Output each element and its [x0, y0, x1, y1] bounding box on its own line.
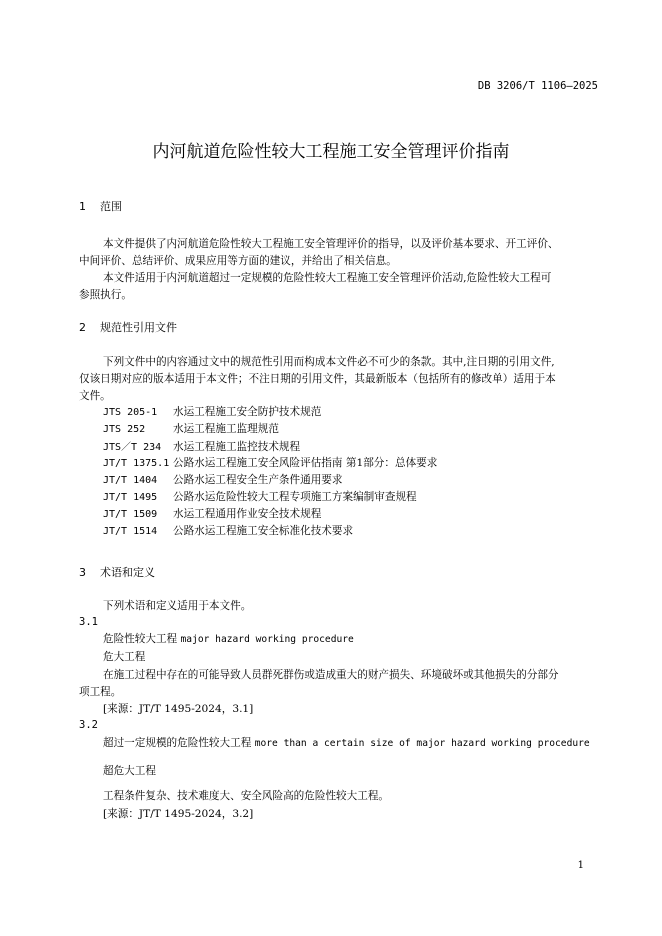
term-source: [来源：JT/T 1495-2024，3.2]: [103, 808, 254, 820]
reference-code: JT/T 1514: [103, 526, 158, 537]
reference-code: JT/T 1375.1: [103, 458, 170, 469]
reference-name: 公路水运工程施工安全风险评估指南 第1部分：总体要求: [173, 457, 438, 469]
section-title: 规范性引用文件: [100, 321, 177, 334]
section-title: 范围: [100, 200, 122, 213]
term-heading: [103, 631, 354, 646]
term-definition-line-1: 工程条件复杂、技术难度大、安全风险高的危险性较大工程。: [103, 790, 390, 802]
scope-paragraph-1-line-2: 中间评价、总结评价、成果应用等方面的建议，并给出了相关信息。: [79, 255, 397, 267]
term-alternative: 危大工程: [103, 651, 146, 663]
section-3-heading: [79, 564, 155, 580]
term-definition-line-1: 在施工过程中存在的可能导致人员群死群伤或造成重大的财产损失、环境破坏或其他损失的分部分: [103, 669, 559, 681]
reference-item: [103, 421, 279, 436]
term-alternative: 超危大工程: [103, 765, 156, 777]
scope-paragraph-2-line-2: 参照执行。: [79, 289, 132, 301]
term-heading: [103, 735, 590, 750]
references-intro-line-2: 仅该日期对应的版本适用于本文件；不注日期的引用文件，其最新版本（包括所有的修改单）适用于本: [79, 373, 556, 385]
document-title: 内河航道危险性较大工程施工安全管理评价指南: [152, 142, 510, 162]
reference-name: 水运工程通用作业安全技术规程: [173, 508, 322, 520]
reference-name: 水运工程施工安全防护技术规范: [173, 406, 322, 418]
scope-paragraph-1-line-1: 本文件提供了内河航道危险性较大工程施工安全管理评价的指导，以及评价基本要求、开工评价、: [103, 238, 559, 250]
reference-item: [103, 489, 417, 504]
reference-item: [103, 455, 437, 470]
reference-code: JT/T 1404: [103, 475, 158, 486]
reference-name: 公路水运工程施工安全标准化技术要求: [173, 525, 354, 537]
reference-code: JTS 205-1: [103, 407, 158, 418]
section-1-heading: [79, 198, 122, 214]
reference-code: JTS／T 234: [103, 442, 162, 453]
section-number: 2: [79, 321, 86, 334]
section-number: 1: [79, 200, 86, 213]
references-intro-line-3: 文件。: [79, 390, 111, 402]
references-intro-line-1: 下列文件中的内容通过文中的规范性引用而构成本文件必不可少的条款。其中,注日期的引用文件,: [103, 356, 555, 368]
term-english: more than a certain size of major hazard working procedure: [254, 738, 590, 749]
reference-code: JT/T 1509: [103, 509, 158, 520]
document-code: DB 3206/T 1106—2025: [477, 80, 598, 92]
term-number: 3.2: [79, 719, 98, 731]
term-definition-line-2: 项工程。: [79, 686, 122, 698]
section-title: 术语和定义: [100, 566, 155, 579]
section-2-heading: [79, 319, 177, 335]
reference-name: 公路水运危险性较大工程专项施工方案编制审查规程: [173, 491, 417, 503]
reference-name: 水运工程施工监理规范: [173, 423, 279, 435]
term-english: major hazard working procedure: [180, 634, 354, 645]
reference-item: [103, 438, 300, 454]
terms-intro: 下列术语和定义适用于本文件。: [103, 600, 252, 612]
reference-code: JT/T 1495: [103, 492, 158, 503]
reference-item: [103, 472, 343, 487]
term-chinese: 危险性较大工程: [103, 633, 178, 645]
term-source: [来源：JT/T 1495-2024，3.1]: [103, 703, 254, 715]
reference-item: [103, 404, 321, 419]
page-number: 1: [577, 860, 584, 871]
reference-name: 公路水运工程安全生产条件通用要求: [173, 474, 343, 486]
term-number: 3.1: [79, 616, 98, 628]
section-number: 3: [79, 566, 86, 579]
term-chinese: 超过一定规模的危险性较大工程: [103, 737, 252, 749]
reference-name: 水运工程施工监控技术规程: [173, 441, 301, 453]
reference-code: JTS 252: [103, 424, 146, 435]
reference-item: [103, 523, 353, 538]
scope-paragraph-2-line-1: 本文件适用于内河航道超过一定规模的危险性较大工程施工安全管理评价活动,危险性较大工程可: [103, 272, 552, 284]
reference-item: [103, 506, 321, 521]
